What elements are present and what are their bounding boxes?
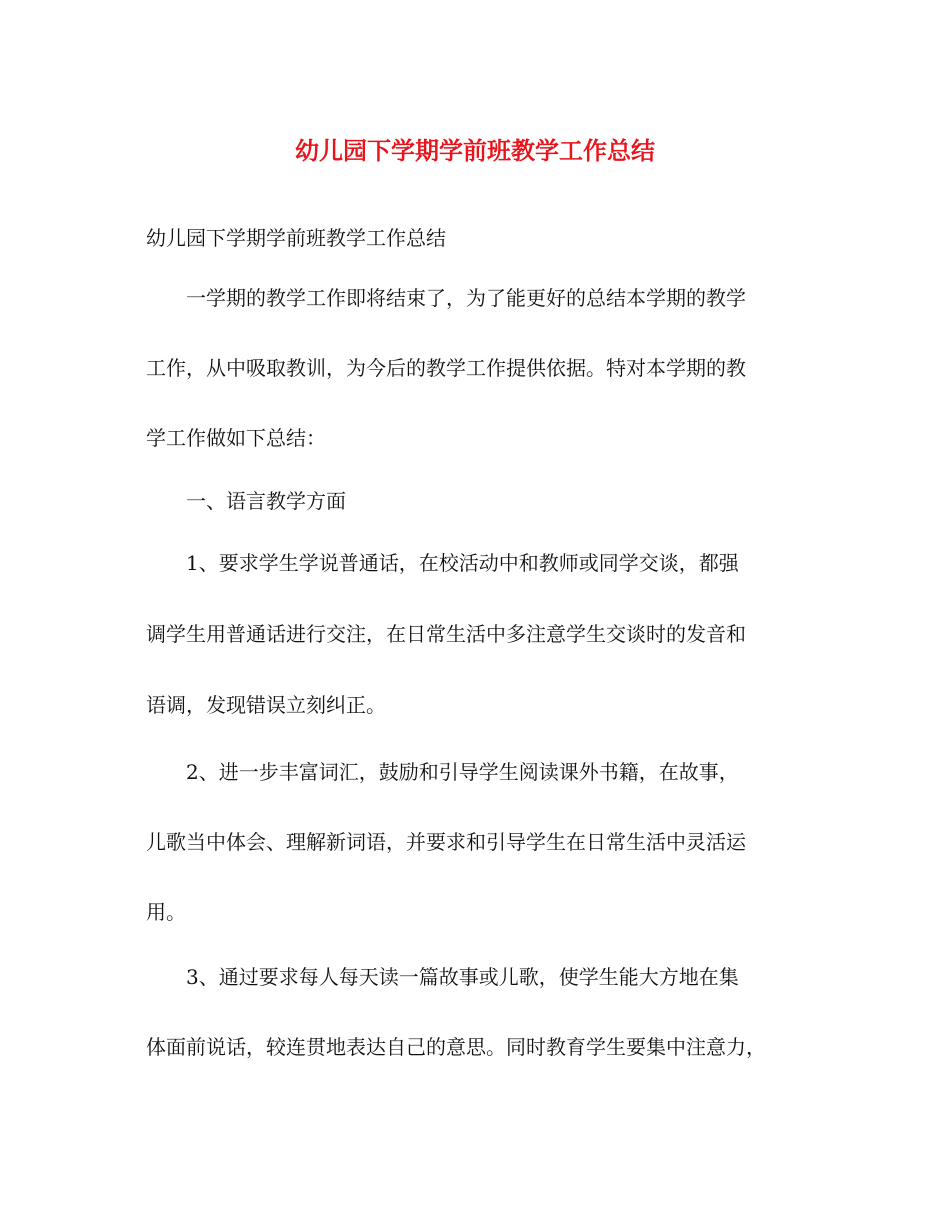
paragraph-line: 1、要求学生学说普通话，在校活动中和教师或同学交谈，都强: [186, 551, 739, 575]
paragraph-line: 3、通过要求每人每天读一篇故事或儿歌，使学生能大方地在集: [186, 965, 739, 989]
paragraph-line: 学工作做如下总结：: [146, 426, 326, 450]
paragraph-line: 儿歌当中体会、理解新词语，并要求和引导学生在日常生活中灵活运: [146, 830, 746, 854]
paragraph-line: 2、进一步丰富词汇，鼓励和引导学生阅读课外书籍，在故事，: [186, 760, 739, 784]
paragraph-line: 调学生用普通话进行交注，在日常生活中多注意学生交谈时的发音和: [146, 622, 746, 646]
subtitle-line: 幼儿园下学期学前班教学工作总结: [146, 226, 446, 250]
section-heading: 一、语言教学方面: [186, 489, 346, 513]
paragraph-line: 语调，发现错误立刻纠正。: [146, 693, 386, 717]
document-title: 幼儿园下学期学前班教学工作总结: [295, 136, 655, 165]
paragraph-line: 用。: [146, 900, 186, 924]
paragraph-line: 体面前说话，较连贯地表达自己的意思。同时教育学生要集中注意力，: [146, 1035, 766, 1059]
paragraph-line: 一学期的教学工作即将结束了，为了能更好的总结本学期的教学: [186, 286, 746, 310]
paragraph-line: 工作，从中吸取教训，为今后的教学工作提供依据。特对本学期的教: [146, 356, 746, 380]
